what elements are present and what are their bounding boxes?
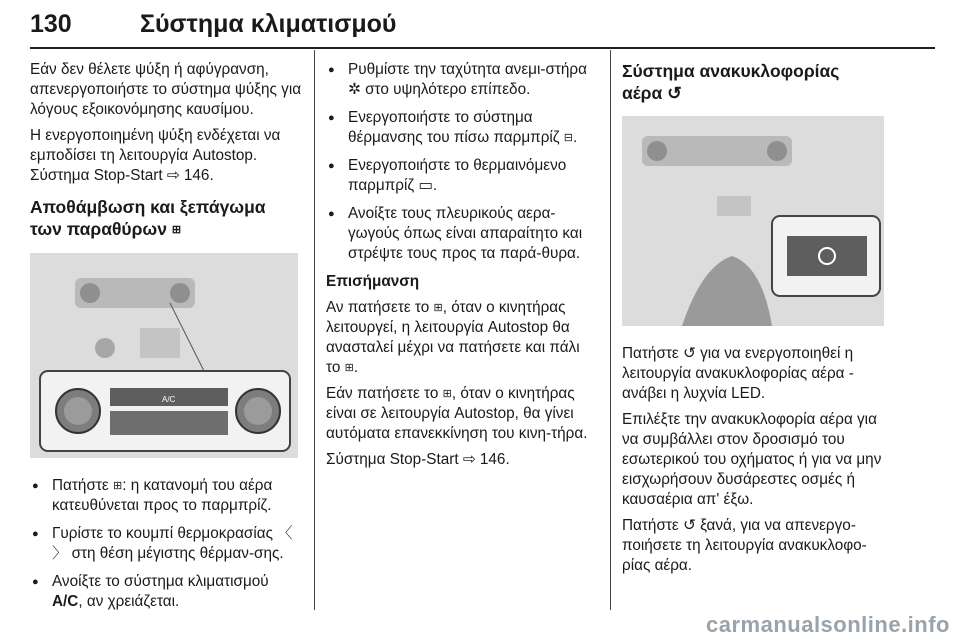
column-2 <box>326 60 598 476</box>
max-defrost-icon: ⊞ <box>433 302 443 315</box>
watermark: carmanualsonline.info <box>706 612 950 637</box>
recirculation-button-figure <box>622 116 884 326</box>
page-reference-link[interactable]: 146. <box>479 451 510 469</box>
max-defrost-icon: ⊞ <box>442 388 452 401</box>
list-item: ● Γυρίστε το κουμπί θερμοκρασίας 〈 〉 στη θέση μέγιστης θέρμαν-σης. <box>30 524 302 564</box>
arrow-icon: ⇨ <box>462 451 476 469</box>
fan-icon: ✲ <box>348 81 361 98</box>
section-heading-defrost: Αποθάμβωση και ξεπάγωμα των παραθύρων ⊞ <box>30 196 302 241</box>
header-rule <box>30 47 935 49</box>
note-heading: Επισήμανση <box>326 273 420 291</box>
recirculation-icon: ↺ <box>683 517 696 534</box>
page-reference-link[interactable]: 146. <box>183 167 214 184</box>
page-number: 130 <box>30 10 72 38</box>
list-item: ● Πατήστε ⊞: η κατανομή του αέρα κατευθύνεται προς το παρμπρίζ. <box>30 476 302 516</box>
page-header <box>30 8 935 48</box>
list-item: ● Ανοίξτε τους πλευρικούς αερα-γωγούς όπως είναι απαραίτητο και στρέψτε τους προς τα παρά-θυρα. <box>326 204 598 264</box>
max-defrost-icon: ⊞ <box>171 224 182 237</box>
section-heading-recirculation: Σύστημα ανακυκλοφορίας αέρα ↺ <box>622 61 840 103</box>
list-item: ● Ενεργοποιήστε το σύστημα θέρμανσης του πίσω παρμπρίζ ⊟. <box>326 108 598 148</box>
list-item: ● Ανοίξτε το σύστημα κλιματισμού A/C, αν χρειάζεται. <box>30 572 302 612</box>
defrost-steps-continued <box>326 60 598 264</box>
list-item: ● Ενεργοποιήστε το θερμαινόμενο παρμπρίζ ▭. <box>326 156 598 196</box>
cross-reference: Σύστημα Stop-Start ⇨ 146. <box>326 451 510 469</box>
ac-label: A/C <box>162 395 176 405</box>
recirc-paragraph-1: Πατήστε ↺ για να ενεργοποιηθεί η λειτουργία ανακυκλοφορίας αέρα - ανάβει η λυχνία LED. <box>622 345 854 402</box>
autostop-paragraph: Η ενεργοποιημένη ψύξη ενδέχεται να εμποδίσει τη λειτουργία Autostop. Σύστημα Stop-Start ⇨ 146. <box>30 127 281 184</box>
rear-window-heating-icon: ⊟ <box>563 132 574 144</box>
climate-panel-figure <box>30 253 298 458</box>
note-paragraph-2: Εάν πατήσετε το ⊞, όταν ο κινητήρας είναι σε λειτουργία Autostop, θα γίνει αυτόματα επανεκκίνηση του κινη-τήρα. <box>326 385 588 443</box>
column-1 <box>30 60 302 620</box>
recirc-paragraph-2: Επιλέξτε την ανακυκλοφορία αέρα για να συμβάλλει στον δροσισμό του εσωτερικού του οχήματος ή για να μην εισχωρήσουν δυσάρεστες οσμές ή καυσαέρια απ' έξω. <box>622 411 882 508</box>
column-3 <box>622 60 894 582</box>
recirculation-icon: ↺ <box>683 345 696 362</box>
arrow-icon: ⇨ <box>166 167 180 184</box>
defrost-steps <box>30 476 302 612</box>
intro-paragraph: Εάν δεν θέλετε ψύξη ή αφύγρανση, απενεργοποιήστε το σύστημα ψύξης για λόγους εξοικονόμησης καυσίμου. <box>30 61 302 118</box>
heated-windshield-icon: ▭ <box>418 177 433 195</box>
note-paragraph-1: Αν πατήσετε το ⊞, όταν ο κινητήρας λειτουργεί, η λειτουργία Autostop θα ανασταλεί μέχρι να πατήσετε και πάλι το ⊞. <box>326 299 580 377</box>
column-divider-1 <box>314 50 315 610</box>
max-defrost-icon: ⊞ <box>344 362 354 375</box>
page-title: Σύστημα κλιματισμού <box>140 10 397 38</box>
recirc-paragraph-3: Πατήστε ↺ ξανά, για να απενεργο-ποιήσετε τη λειτουργία ανακυκλοφο-ρίας αέρα. <box>622 517 867 574</box>
temperature-knob-icon: 〈 〉 <box>52 525 293 563</box>
column-divider-2 <box>610 50 611 610</box>
list-item: ● Ρυθμίστε την ταχύτητα ανεμι-στήρα ✲ στο υψηλότερο επίπεδο. <box>326 60 598 100</box>
recirculation-icon: ↺ <box>667 83 682 103</box>
max-defrost-icon: ⊞ <box>113 480 123 493</box>
